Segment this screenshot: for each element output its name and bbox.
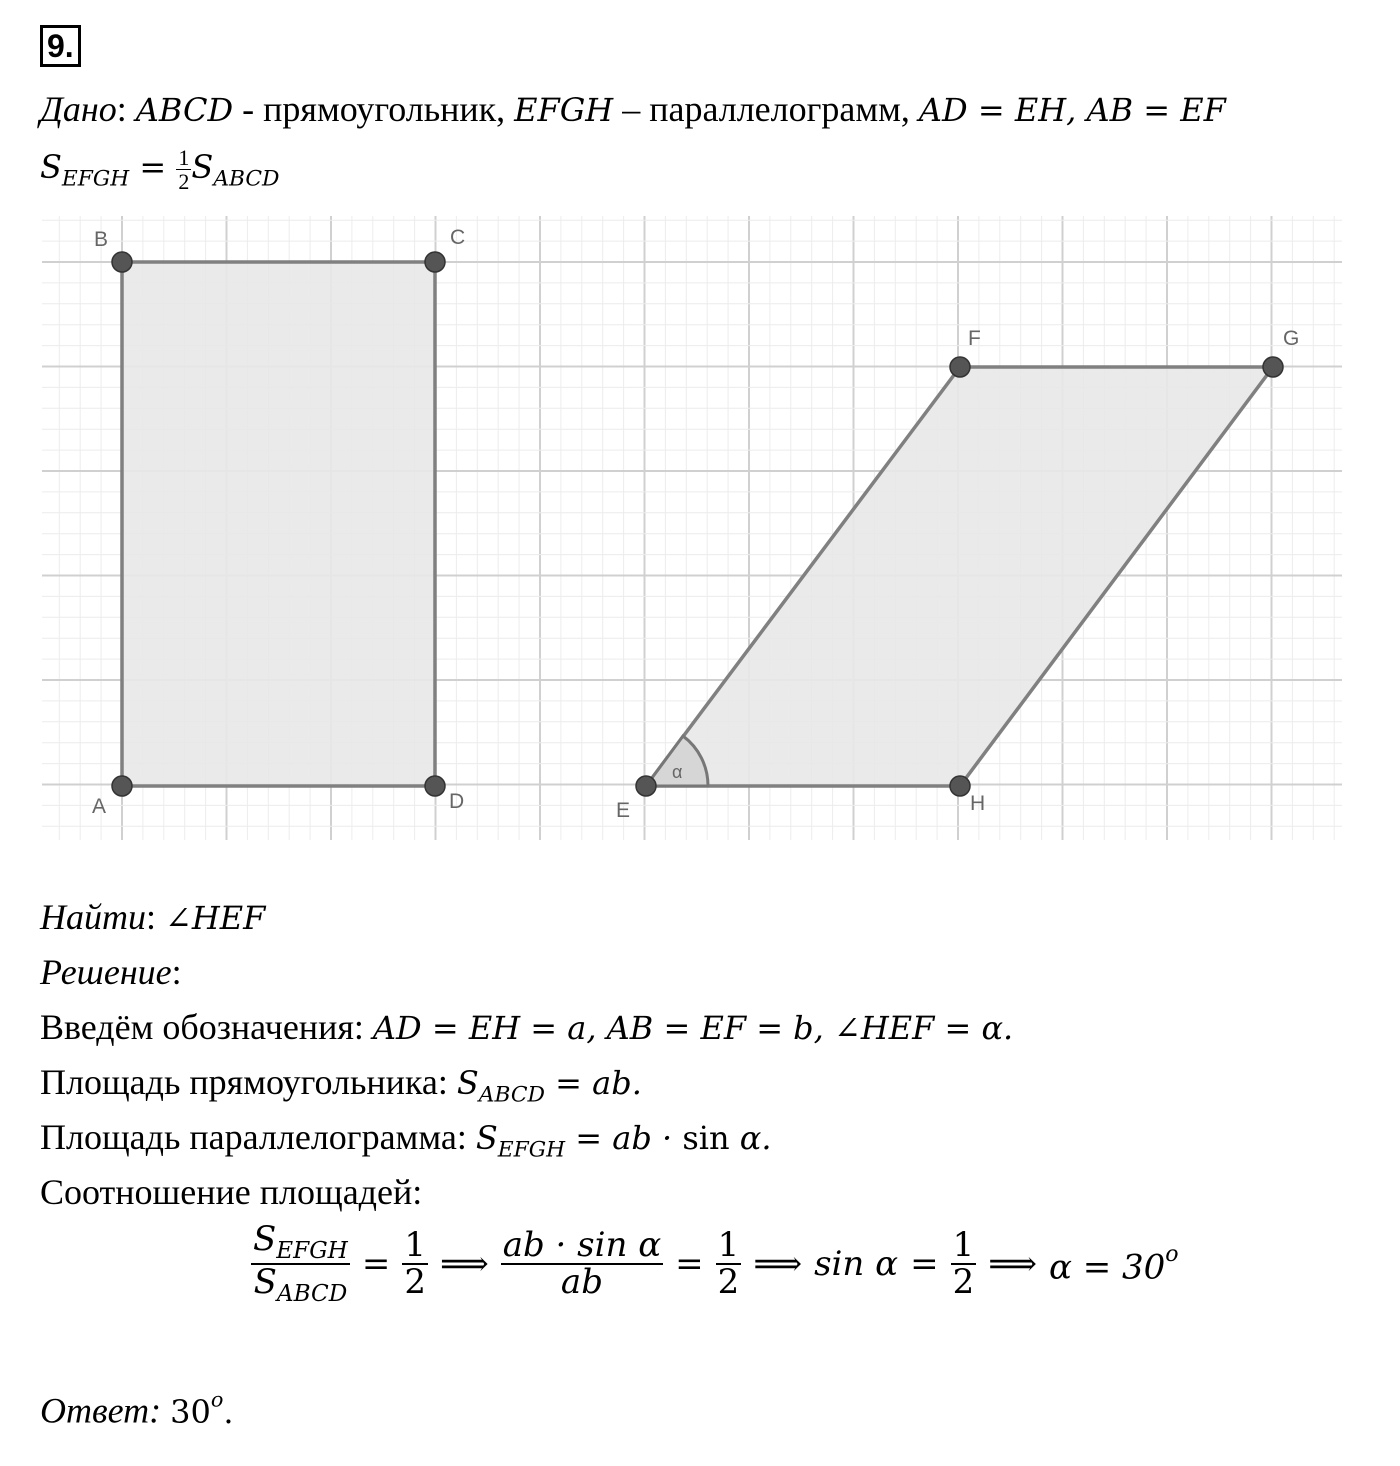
point-h bbox=[950, 776, 970, 796]
given-label: Дано bbox=[40, 89, 117, 129]
ratio-half-3: $\frac{1}{2}$ bbox=[952, 1224, 975, 1303]
implies-2: ⟹ bbox=[753, 1244, 803, 1285]
point-g bbox=[1263, 357, 1283, 377]
point-f bbox=[950, 357, 970, 377]
solution-label-line: Решение: bbox=[40, 952, 182, 992]
area-lhs-symbol: S bbox=[40, 147, 62, 186]
rect-area-line bbox=[40, 1063, 642, 1108]
par-area-text: Площадь параллелограмма: bbox=[40, 1117, 476, 1157]
alpha-result: $\alpha = 30^o$ bbox=[1048, 1241, 1179, 1288]
problem-number: 9. bbox=[40, 25, 81, 67]
label-b: B bbox=[94, 228, 109, 251]
label-a: A bbox=[92, 795, 107, 818]
label-f: F bbox=[968, 327, 981, 350]
area-rhs-sub: ABCD bbox=[213, 166, 280, 192]
half-fraction: $\frac{1}{2}$ bbox=[178, 145, 190, 195]
ratio-fraction-2: $\frac{\text{ab · sin α}}{ab}$ bbox=[502, 1224, 662, 1303]
par-area-sub: EFGH bbox=[497, 1137, 566, 1163]
answer-line bbox=[40, 1388, 234, 1431]
ratio-half-2: $\frac{1}{2}$ bbox=[717, 1224, 740, 1303]
notation-text: Введём обозначения: bbox=[40, 1007, 373, 1047]
point-e bbox=[636, 776, 656, 796]
par-area-sin: sin bbox=[682, 1119, 730, 1157]
ratio-text: Соотношение площадей: bbox=[40, 1172, 423, 1212]
answer-value: 30$^o$. bbox=[170, 1387, 234, 1431]
solution-label: Решение bbox=[40, 952, 172, 992]
area-equals: = bbox=[129, 147, 177, 186]
answer-label: Ответ: bbox=[40, 1390, 162, 1431]
par-area-end: α. bbox=[729, 1119, 772, 1157]
find-line: Найти: ∠HEF bbox=[40, 897, 266, 937]
rect-area-sub: ABCD bbox=[478, 1082, 545, 1108]
par-area-symbol: S bbox=[475, 1119, 498, 1157]
label-d: D bbox=[449, 790, 465, 813]
label-e: E bbox=[616, 799, 631, 822]
given-shape2-desc: – параллелограмм, bbox=[622, 89, 919, 129]
par-area-line bbox=[40, 1118, 772, 1163]
point-a bbox=[112, 776, 132, 796]
rect-area-symbol: S bbox=[456, 1064, 479, 1102]
ratio-eq-1: = bbox=[361, 1244, 391, 1285]
ratio-eq-3: = bbox=[910, 1244, 939, 1285]
implies-1: ⟹ bbox=[439, 1244, 489, 1285]
ratio-text-line bbox=[40, 1173, 422, 1213]
point-d bbox=[425, 776, 445, 796]
area-rhs-symbol: S bbox=[191, 147, 214, 186]
given-shape1: ABCD bbox=[135, 91, 234, 129]
notation-line bbox=[40, 1008, 1013, 1048]
given-shape2: EFGH bbox=[514, 91, 614, 129]
rect-area-text: Площадь прямоугольника: bbox=[40, 1062, 457, 1102]
sin-alpha: sin α bbox=[814, 1244, 899, 1285]
par-area-rhs: = ab · bbox=[565, 1119, 683, 1157]
given-area-relation bbox=[40, 146, 280, 193]
label-h: H bbox=[970, 792, 986, 815]
angle-alpha-label: α bbox=[672, 762, 683, 782]
ratio-half-1: $\frac{1}{2}$ bbox=[404, 1224, 426, 1303]
find-value: ∠HEF bbox=[165, 899, 266, 937]
ratio-formula bbox=[245, 1219, 1185, 1308]
ratio-fraction-1: $\frac{S_{EFGH}}{S_{ABCD}}$ bbox=[253, 1219, 348, 1308]
rectangle-abcd bbox=[122, 262, 435, 786]
area-lhs-sub: EFGH bbox=[61, 166, 130, 192]
implies-3: ⟹ bbox=[988, 1244, 1037, 1285]
find-label: Найти bbox=[40, 897, 146, 937]
given-shape1-desc: - прямоугольник, bbox=[242, 89, 515, 129]
label-c: C bbox=[450, 226, 466, 249]
geometry-figure bbox=[0, 210, 1400, 850]
ratio-eq-2: = bbox=[675, 1244, 704, 1285]
notation-math: AD = EH = a, AB = EF = b, ∠HEF = α. bbox=[372, 1009, 1014, 1047]
point-b bbox=[112, 252, 132, 272]
rect-area-rhs: = ab. bbox=[544, 1064, 642, 1102]
given-line: Дано: ABCD - прямоугольник, EFGH – параллелограмм, AD = EH, AB = EF bbox=[40, 89, 1226, 129]
label-g: G bbox=[1283, 327, 1300, 350]
point-c bbox=[425, 252, 445, 272]
given-equalities: AD = EH, AB = EF bbox=[918, 91, 1226, 129]
